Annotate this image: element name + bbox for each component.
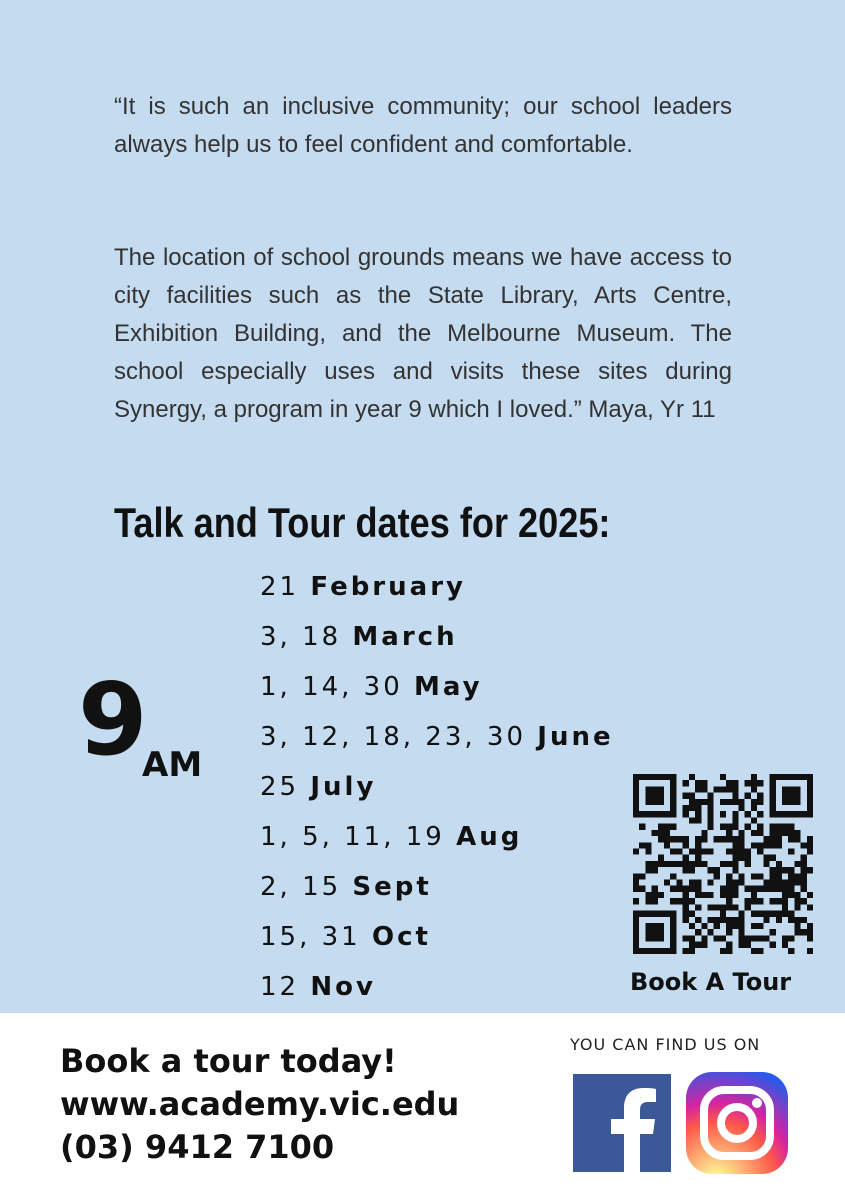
tour-date-days: 12 — [260, 972, 300, 1002]
facebook-icon[interactable] — [573, 1074, 671, 1172]
tour-date-item — [260, 715, 614, 765]
social-label: YOU CAN FIND US ON — [570, 1035, 761, 1054]
tour-date-item — [260, 915, 614, 965]
tour-time-suffix: AM — [142, 745, 203, 785]
tour-date-item — [260, 965, 614, 1015]
tour-date-days: 2, 15 — [260, 872, 342, 902]
tour-date-days: 1, 5, 11, 19 — [260, 822, 445, 852]
tour-date-days: 25 — [260, 772, 300, 802]
tour-date-item — [260, 765, 614, 815]
tour-date-days: 3, 18 — [260, 622, 342, 652]
tour-date-item — [260, 615, 614, 665]
instagram-icon[interactable] — [686, 1072, 788, 1174]
testimonial-paragraph-1: “It is such an inclusive community; our school leaders always help us to feel confident and comfortable. — [114, 93, 732, 158]
tour-date-month: February — [310, 572, 466, 602]
tour-date-month: July — [310, 772, 377, 802]
tour-date-item — [260, 815, 614, 865]
phone-number[interactable]: (03) 9412 7100 — [60, 1128, 335, 1166]
tour-date-month: Sept — [352, 872, 432, 902]
tour-date-month: Aug — [456, 822, 523, 852]
website-link[interactable]: www.academy.vic.edu — [60, 1085, 460, 1123]
tour-date-month: June — [537, 722, 614, 752]
tour-date-month: March — [352, 622, 458, 652]
tour-date-month: May — [414, 672, 483, 702]
tour-time-hour: 9 — [78, 661, 148, 778]
cta-headline: Book a tour today! — [60, 1042, 397, 1080]
tour-date-days: 3, 12, 18, 23, 30 — [260, 722, 526, 752]
tour-date-item — [260, 665, 614, 715]
contact-block — [60, 1040, 459, 1169]
tour-dates-list — [260, 565, 614, 1015]
tour-date-days: 15, 31 — [260, 922, 361, 952]
tour-date-item — [260, 565, 614, 615]
qr-code-icon[interactable] — [633, 774, 813, 954]
tour-dates-heading: Talk and Tour dates for 2025: — [114, 499, 611, 546]
tour-date-month: Nov — [310, 972, 376, 1002]
tour-date-item — [260, 865, 614, 915]
testimonial-paragraph-2: The location of school grounds means we have access to city facilities such as the State Library, Arts Centre, Exhibition Building, and the Melbourne Museum. The school especially uses and visits these sites during Synergy, a program in year 9 which I loved.” Maya, Yr 11 — [114, 244, 732, 423]
tour-date-days: 1, 14, 30 — [260, 672, 403, 702]
qr-caption: Book A Tour — [630, 968, 792, 996]
tour-date-month: Oct — [371, 922, 431, 952]
tour-date-days: 21 — [260, 572, 300, 602]
